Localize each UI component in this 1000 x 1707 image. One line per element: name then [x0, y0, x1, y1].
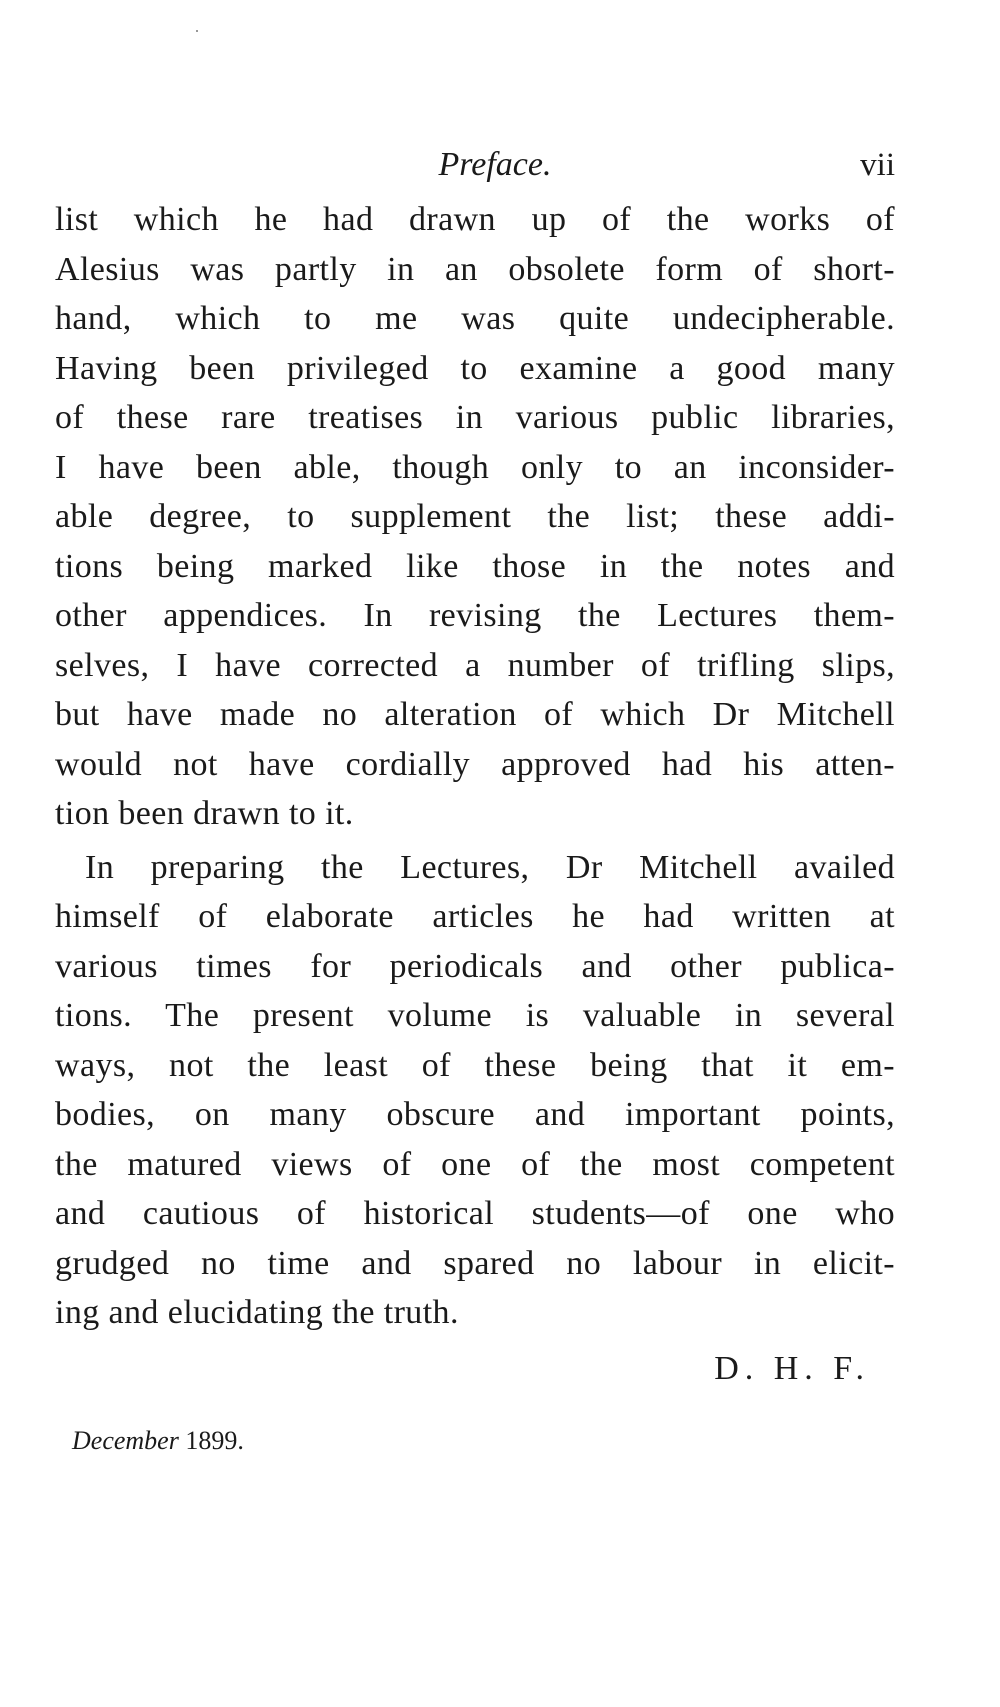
paragraph-1 — [55, 195, 895, 839]
running-head — [55, 140, 895, 190]
date-line — [72, 1426, 244, 1456]
text-line: list which he had drawn up of the works of — [55, 201, 895, 238]
text-line: grudged no time and spared no labour in elicit- — [55, 1244, 895, 1282]
text-line: tion been drawn to it. — [55, 795, 354, 832]
text-line: various times for periodicals and other publica- — [55, 947, 895, 985]
text-line: Alesius was partly in an obsolete form of short- — [55, 250, 895, 288]
paragraph-2 — [55, 843, 895, 1338]
running-title: Preface. — [438, 146, 552, 183]
text-line: bodies, on many obscure and important points, — [55, 1096, 895, 1133]
text-line: hand, which to me was quite undecipherable. — [55, 300, 895, 337]
text-line: and cautious of historical students—of one who — [55, 1195, 895, 1232]
text-line: tions being marked like those in the notes and — [55, 547, 895, 585]
text-line: himself of elaborate articles he had written at — [55, 898, 895, 935]
text-line: other appendices. In revising the Lectures them- — [55, 597, 895, 634]
text-line: tions. The present volume is valuable in several — [55, 997, 895, 1034]
print-speck — [196, 30, 198, 32]
text-line: ways, not the least of these being that it em- — [55, 1046, 895, 1084]
text-line: Having been privileged to examine a good many — [55, 349, 895, 387]
text-line: of these rare treatises in various public libraries, — [55, 399, 895, 436]
signature-initials: D. H. F. — [714, 1350, 870, 1387]
text-line: selves, I have corrected a number of trifling slips, — [55, 646, 895, 684]
text-line: In preparing the Lectures, Dr Mitchell availed — [85, 848, 895, 886]
text-line: would not have cordially approved had his atten- — [55, 745, 895, 783]
date-month: December — [72, 1426, 179, 1455]
date-year: 1899. — [185, 1426, 244, 1455]
text-line: I have been able, though only to an inconsider- — [55, 448, 895, 486]
text-line: able degree, to supplement the list; these addi- — [55, 498, 895, 535]
page-number: vii — [860, 147, 895, 183]
text-line: the matured views of one of the most competent — [55, 1145, 895, 1183]
text-line: but have made no alteration of which Dr Mitchell — [55, 696, 895, 733]
body-text — [55, 195, 895, 1338]
text-line: ing and elucidating the truth. — [55, 1294, 459, 1331]
